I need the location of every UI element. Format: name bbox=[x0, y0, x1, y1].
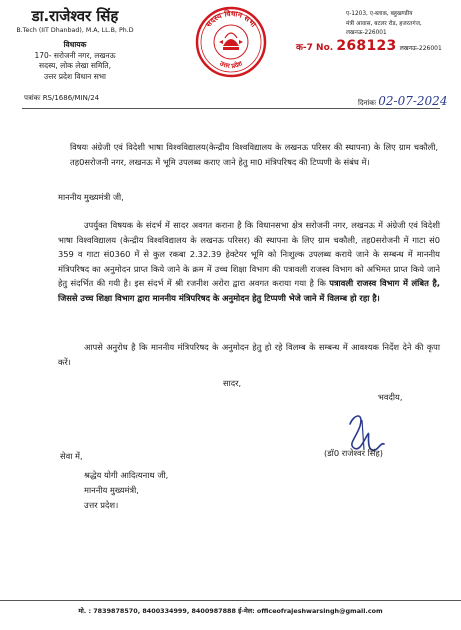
date-label: दिनांकः bbox=[358, 99, 377, 107]
letterhead-divider bbox=[22, 108, 440, 109]
letterhead-name: डा.राजेश्वर सिंह bbox=[31, 7, 119, 25]
k-number bbox=[296, 38, 442, 54]
k-number-label: क-7 No. bbox=[296, 43, 334, 53]
paragraph-main-text: उपर्युक्त विषयक के संदर्भ में सादर अवगत कराना है कि विधानसभा क्षेत्र सरोजनी नगर, लखनऊ में अंग्रेजी एवं विदेशी भाषा विश्वविद्यालय (केन्द्रीय विश्वविद्यालय के लखनऊ परिसर) की स्थापना के लिए ग्राम चकौली, तह0सरोजनी में गाटा सं0 359 व गाटा सं0360 में से कुल रकबा 2.32.39 हेक्टेयर भूमि को निःशुल्क उपलब्ध कराये जाने के सम्बन्ध में माननीय मंत्रिपरिषद का अनुमोदन प्राप्त किये जाने के क्रम में उच्च शिक्षा विभाग की पत्रावली राजस्व विभाग को अभिमत प्राप्त किये जाने हेतु संदर्भित की गयी है। इस संदर्भ में श्री रजनीश अरोरा द्वारा अवगत कराया गया है कि bbox=[58, 220, 440, 289]
letterhead-qualifications: B.Tech (IIT Dhanbad), M.A, LL.B, Ph.D bbox=[16, 27, 134, 34]
assembly-seal-emblem bbox=[195, 6, 267, 78]
paragraph-request bbox=[58, 340, 440, 369]
seal-top-text: सदस्य विधान सभा bbox=[203, 8, 259, 29]
designation-line: 170- सरोजनी नगर, लखनऊ bbox=[34, 50, 116, 60]
k-number-city: लखनऊ-226001 bbox=[399, 45, 442, 52]
recipient-line: उत्तर प्रदेश। bbox=[84, 500, 119, 510]
reference-label: पत्रांकः bbox=[24, 94, 41, 102]
recipient-label: सेवा में, bbox=[60, 451, 83, 461]
designation-line: उत्तर प्रदेश विधान सभा bbox=[44, 71, 106, 81]
k-number-value: 268123 bbox=[336, 38, 397, 54]
signatory-name: (डॉ0 राजेश्वर सिंह) bbox=[324, 448, 384, 458]
recipient-line: माननीय मुख्यमंत्री, bbox=[84, 485, 139, 495]
sign-off: भवदीय, bbox=[378, 392, 403, 402]
closing: सादर, bbox=[223, 378, 242, 388]
paragraph-main-bold: पत्रावली राजस्व विभाग में लंबित है, जिससे उच्च शिक्षा विभाग द्वारा माननीय मंत्रिपरिषद के अनुमोदन हेतु टिप्पणी भेजे जाने में विलम्ब हो रहा है। bbox=[58, 278, 440, 303]
date-value: 02-07-2024 bbox=[378, 94, 448, 108]
recipient-block bbox=[84, 468, 334, 513]
letter-date bbox=[358, 94, 447, 108]
seal-bottom-text: उत्तर प्रदेश bbox=[218, 59, 244, 71]
subject-label: विषयः bbox=[70, 142, 89, 152]
footer-divider bbox=[0, 600, 461, 601]
salutation: माननीय मुख्यमंत्री जी, bbox=[58, 192, 124, 202]
subject-text: अंग्रेजी एवं विदेशी भाषा विश्वविद्यालय(केन्द्रीय विश्वविद्यालय के लखनऊ परिसर की स्थापना) के लिए ग्राम चकौली, तह0सरोजनी नगर, लखनऊ में भूमि उपलब्ध कराए जाने हेतु मा0 मंत्रिपरिषद की टिप्पणी के संबंध में। bbox=[70, 142, 439, 167]
letterhead-address bbox=[346, 10, 458, 39]
address-line: लखनऊ-226001 bbox=[346, 30, 387, 36]
paragraph-request-text: आपसे अनुरोध है कि माननीय मंत्रिपरिषद के अनुमोदन हेतु हो रहे विलम्ब के सम्बन्ध में आवश्यक निर्देश देने की कृपा करें। bbox=[58, 342, 440, 367]
designation-line: विधायक bbox=[63, 40, 87, 49]
reference-number bbox=[24, 94, 99, 103]
subject bbox=[70, 140, 438, 169]
letterhead-designation bbox=[0, 40, 150, 82]
svg-text:उत्तर प्रदेश bbox=[217, 59, 244, 70]
designation-line: सदस्य, लोक लेखा समिति, bbox=[39, 61, 111, 70]
recipient-line: श्रद्धेय योगी आदित्यनाथ जी, bbox=[84, 470, 169, 480]
address-line: ए-1203, ए-ब्लाक, बहुखण्डीय bbox=[346, 11, 413, 17]
footer-contact: मो. : 7839878570, 8400334999, 8400987888 ई-मेल: officeofrajeshwarsingh@gmail.com bbox=[78, 607, 383, 615]
reference-value: RS/1686/MIN/24 bbox=[42, 94, 100, 102]
address-line: मंत्री आवास, बटलर रोड, हजरतगंज, bbox=[346, 20, 422, 27]
paragraph-main bbox=[58, 218, 440, 306]
